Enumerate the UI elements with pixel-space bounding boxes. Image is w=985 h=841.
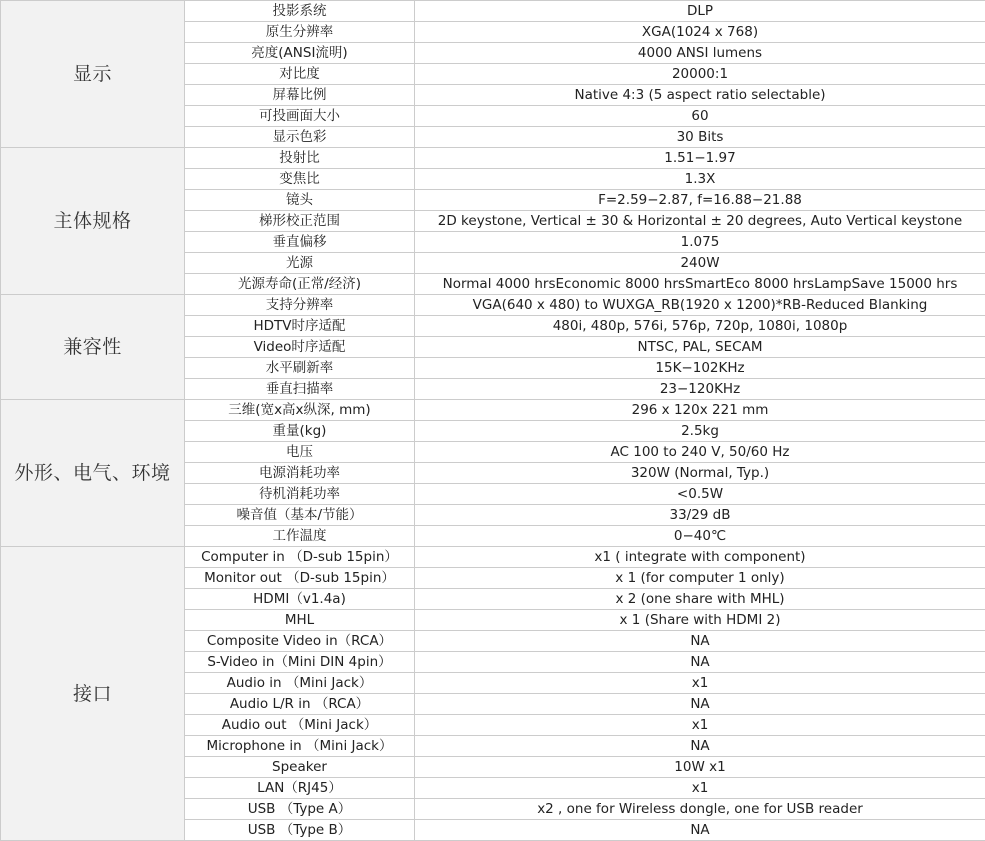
spec-value: x 2 (one share with MHL) [415,589,985,610]
spec-value: 23−120KHz [415,379,985,400]
spec-label: 噪音值（基本/节能） [185,505,415,526]
spec-label: HDMI（v1.4a) [185,589,415,610]
spec-label: LAN（RJ45） [185,778,415,799]
spec-value: NA [415,652,985,673]
spec-value: NA [415,631,985,652]
spec-label: 工作温度 [185,526,415,547]
table-row [1,295,985,316]
spec-value: x1 [415,715,985,736]
spec-label: 屏幕比例 [185,85,415,106]
table-row [1,400,985,421]
section-category: 显示 [1,1,185,148]
spec-value: <0.5W [415,484,985,505]
spec-value: NTSC, PAL, SECAM [415,337,985,358]
spec-label: USB （Type A） [185,799,415,820]
spec-value: AC 100 to 240 V, 50/60 Hz [415,442,985,463]
spec-value: 10W x1 [415,757,985,778]
spec-label: 投射比 [185,148,415,169]
spec-label: Audio L/R in （RCA） [185,694,415,715]
spec-value: 20000:1 [415,64,985,85]
spec-label: 光源寿命(正常/经济) [185,274,415,295]
spec-value: 4000 ANSI lumens [415,43,985,64]
spec-value: 0−40℃ [415,526,985,547]
spec-value: Native 4:3 (5 aspect ratio selectable) [415,85,985,106]
spec-label: 待机消耗功率 [185,484,415,505]
spec-value: 15K−102KHz [415,358,985,379]
spec-label: S-Video in（Mini DIN 4pin） [185,652,415,673]
spec-label: Computer in （D-sub 15pin） [185,547,415,568]
section-category: 接口 [1,547,185,841]
spec-label: 垂直扫描率 [185,379,415,400]
spec-value: NA [415,820,985,841]
section-category: 外形、电气、环境 [1,400,185,547]
spec-label: Composite Video in（RCA） [185,631,415,652]
spec-value: NA [415,694,985,715]
spec-value: F=2.59−2.87, f=16.88−21.88 [415,190,985,211]
spec-value: 60 [415,106,985,127]
spec-label: 电源消耗功率 [185,463,415,484]
table-row [1,148,985,169]
spec-label: 镜头 [185,190,415,211]
spec-value: x1 [415,778,985,799]
spec-value: NA [415,736,985,757]
spec-value: x 1 (Share with HDMI 2) [415,610,985,631]
spec-label: HDTV时序适配 [185,316,415,337]
spec-value: DLP [415,1,985,22]
table-row [1,547,985,568]
spec-label: Video时序适配 [185,337,415,358]
section-category: 主体规格 [1,148,185,295]
spec-value: 296 x 120x 221 mm [415,400,985,421]
spec-value: 240W [415,253,985,274]
spec-label: 梯形校正范围 [185,211,415,232]
spec-label: 亮度(ANSI流明) [185,43,415,64]
spec-label: MHL [185,610,415,631]
spec-value: 320W (Normal, Typ.) [415,463,985,484]
spec-label: Speaker [185,757,415,778]
spec-label: Audio in （Mini Jack） [185,673,415,694]
spec-value: 1.3X [415,169,985,190]
spec-label: 投影系统 [185,1,415,22]
spec-value: 33/29 dB [415,505,985,526]
spec-table-body [1,1,985,841]
spec-value: x1 ( integrate with component) [415,547,985,568]
spec-label: 电压 [185,442,415,463]
spec-value: VGA(640 x 480) to WUXGA_RB(1920 x 1200)*RB-Reduced Blanking [415,295,985,316]
spec-label: 光源 [185,253,415,274]
spec-label: 显示色彩 [185,127,415,148]
spec-value: x2 , one for Wireless dongle, one for USB reader [415,799,985,820]
spec-label: Microphone in （Mini Jack） [185,736,415,757]
spec-label: 支持分辨率 [185,295,415,316]
spec-value: Normal 4000 hrsEconomic 8000 hrsSmartEco 8000 hrsLampSave 15000 hrs [415,274,985,295]
spec-value: 2.5kg [415,421,985,442]
spec-value: 30 Bits [415,127,985,148]
spec-value: x1 [415,673,985,694]
spec-value: 2D keystone, Vertical ± 30 & Horizontal ± 20 degrees, Auto Vertical keystone [415,211,985,232]
spec-value: XGA(1024 x 768) [415,22,985,43]
spec-label: 对比度 [185,64,415,85]
section-category: 兼容性 [1,295,185,400]
spec-label: 原生分辨率 [185,22,415,43]
spec-value: x 1 (for computer 1 only) [415,568,985,589]
spec-label: Audio out （Mini Jack） [185,715,415,736]
spec-value: 1.075 [415,232,985,253]
spec-label: 可投画面大小 [185,106,415,127]
spec-value: 1.51−1.97 [415,148,985,169]
spec-label: 变焦比 [185,169,415,190]
table-row [1,1,985,22]
spec-label: Monitor out （D-sub 15pin） [185,568,415,589]
spec-label: 三维(宽x高x纵深, mm) [185,400,415,421]
spec-label: 重量(kg) [185,421,415,442]
spec-value: 480i, 480p, 576i, 576p, 720p, 1080i, 1080p [415,316,985,337]
spec-label: USB （Type B） [185,820,415,841]
spec-label: 水平刷新率 [185,358,415,379]
spec-label: 垂直偏移 [185,232,415,253]
